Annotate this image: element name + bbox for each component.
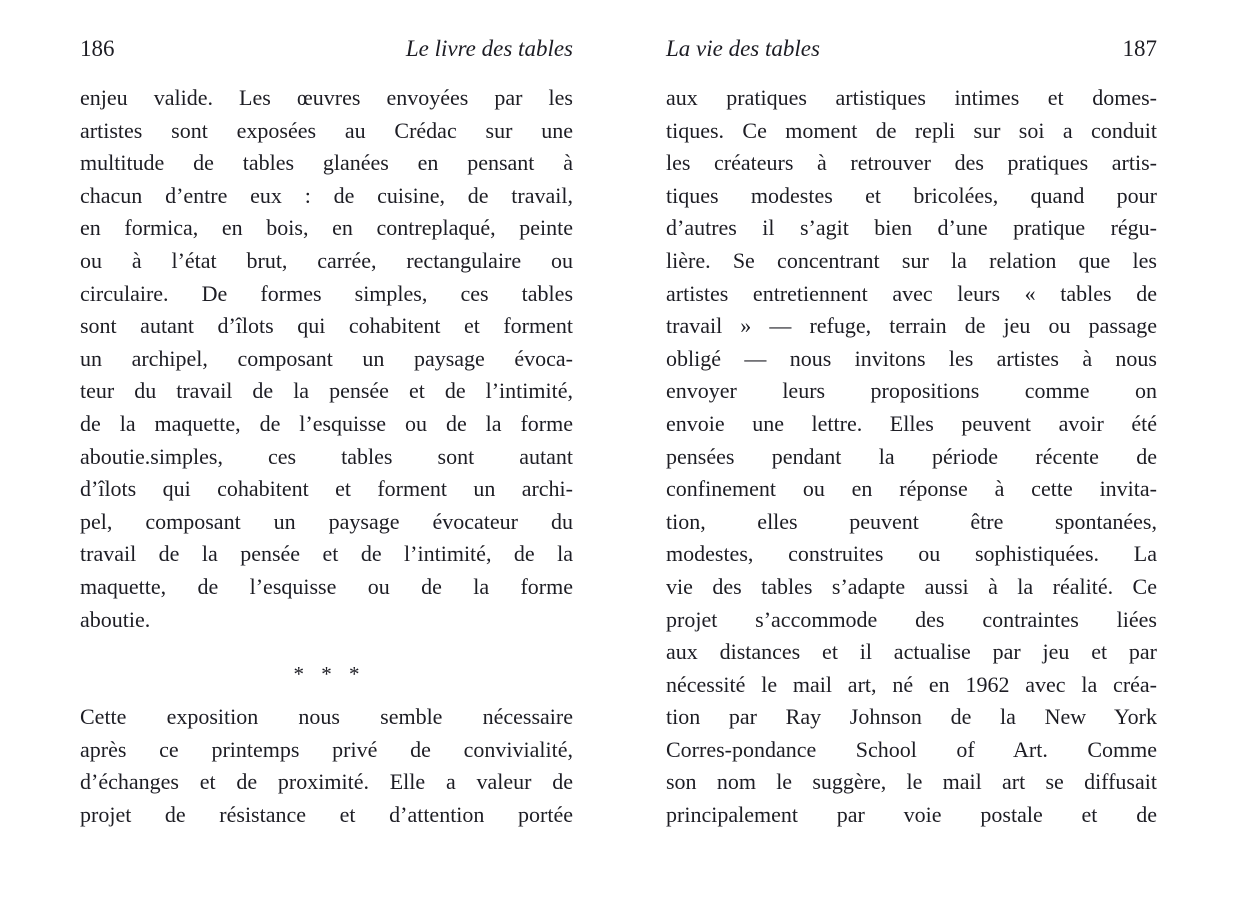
text-line: aboutie. bbox=[80, 606, 151, 632]
text-line: projet de résistance et d’attention portée bbox=[80, 802, 573, 828]
text-line: nécessité le mail art, né en 1962 avec la créa- bbox=[666, 671, 1157, 697]
page-body-left bbox=[80, 82, 573, 832]
text-line: un archipel, composant un paysage évoca- bbox=[80, 345, 573, 371]
text-line: ou à l’état brut, carrée, rectangulaire ou bbox=[80, 247, 573, 273]
page-body-right bbox=[666, 82, 1157, 832]
page-number-right: 187 bbox=[1122, 36, 1157, 61]
text-line: aboutie.simples, ces tables sont autant bbox=[80, 443, 573, 469]
text-line: travail » — refuge, terrain de jeu ou passage bbox=[666, 313, 1157, 339]
text-line: aux pratiques artistiques intimes et domes- bbox=[666, 85, 1157, 110]
running-head-left bbox=[80, 36, 573, 62]
page-left bbox=[80, 36, 573, 832]
text-line: modestes, construites ou sophistiquées. La bbox=[666, 541, 1157, 567]
text-line: vie des tables s’adapte aussi à la réalité. Ce bbox=[666, 573, 1157, 599]
text-line: maquette, de l’esquisse ou de la forme bbox=[80, 573, 573, 599]
section-separator: * * * bbox=[293, 662, 366, 687]
text-line: projet s’accommode des contraintes liées bbox=[666, 606, 1157, 632]
text-line: Corres-pondance School of Art. Comme bbox=[666, 736, 1157, 762]
text-line: tion par Ray Johnson de la New York bbox=[666, 704, 1157, 730]
text-line: son nom le suggère, le mail art se diffusait bbox=[666, 769, 1157, 795]
text-line: les créateurs à retrouver des pratiques artis- bbox=[666, 150, 1157, 176]
text-line: tiques. Ce moment de repli sur soi a conduit bbox=[666, 117, 1157, 143]
text-line: artistes entretiennent avec leurs « tables de bbox=[666, 280, 1157, 306]
text-line: tion, elles peuvent être spontanées, bbox=[666, 508, 1157, 534]
paragraph-1 bbox=[80, 82, 573, 636]
text-line: principalement par voie postale et de bbox=[666, 802, 1157, 828]
text-line: de la maquette, de l’esquisse ou de la forme bbox=[80, 410, 573, 436]
text-line: pensées pendant la période récente de bbox=[666, 443, 1157, 469]
text-line: aux distances et il actualise par jeu et par bbox=[666, 639, 1157, 665]
page-right bbox=[666, 36, 1157, 832]
text-line: d’îlots qui cohabitent et forment un archi- bbox=[80, 476, 573, 502]
text-line: chacun d’entre eux : de cuisine, de travail, bbox=[80, 182, 573, 208]
text-line: pel, composant un paysage évocateur du bbox=[80, 508, 573, 534]
text-line: Cette exposition nous semble nécessaire bbox=[80, 704, 573, 730]
text-line: tiques modestes et bricolées, quand pour bbox=[666, 182, 1157, 208]
text-line: d’échanges et de proximité. Elle a valeur de bbox=[80, 769, 573, 795]
paragraph-right bbox=[666, 82, 1157, 832]
text-line: enjeu valide. Les œuvres envoyées par les bbox=[80, 85, 573, 110]
running-title-right: La vie des tables bbox=[666, 36, 820, 61]
running-title-left: Le livre des tables bbox=[405, 36, 573, 61]
text-line: confinement ou en réponse à cette invita- bbox=[666, 476, 1157, 502]
text-line: en formica, en bois, en contreplaqué, peinte bbox=[80, 215, 573, 241]
text-line: sont autant d’îlots qui cohabitent et forment bbox=[80, 313, 573, 339]
text-line: après ce printemps privé de convivialité, bbox=[80, 736, 573, 762]
text-line: circulaire. De formes simples, ces tables bbox=[80, 280, 573, 306]
running-head-right bbox=[666, 36, 1157, 62]
text-line: envoie une lettre. Elles peuvent avoir été bbox=[666, 410, 1157, 436]
text-line: lière. Se concentrant sur la relation que les bbox=[666, 247, 1157, 273]
text-line: obligé — nous invitons les artistes à nous bbox=[666, 345, 1157, 371]
text-line: travail de la pensée et de l’intimité, de la bbox=[80, 541, 573, 567]
paragraph-2 bbox=[80, 701, 573, 831]
text-line: d’autres il s’agit bien d’une pratique régu- bbox=[666, 215, 1157, 241]
text-line: multitude de tables glanées en pensant à bbox=[80, 150, 573, 176]
text-line: teur du travail de la pensée et de l’intimité, bbox=[80, 378, 573, 404]
page-number-left: 186 bbox=[80, 36, 115, 61]
text-line: envoyer leurs propositions comme on bbox=[666, 378, 1157, 404]
text-line: artistes sont exposées au Crédac sur une bbox=[80, 117, 573, 143]
